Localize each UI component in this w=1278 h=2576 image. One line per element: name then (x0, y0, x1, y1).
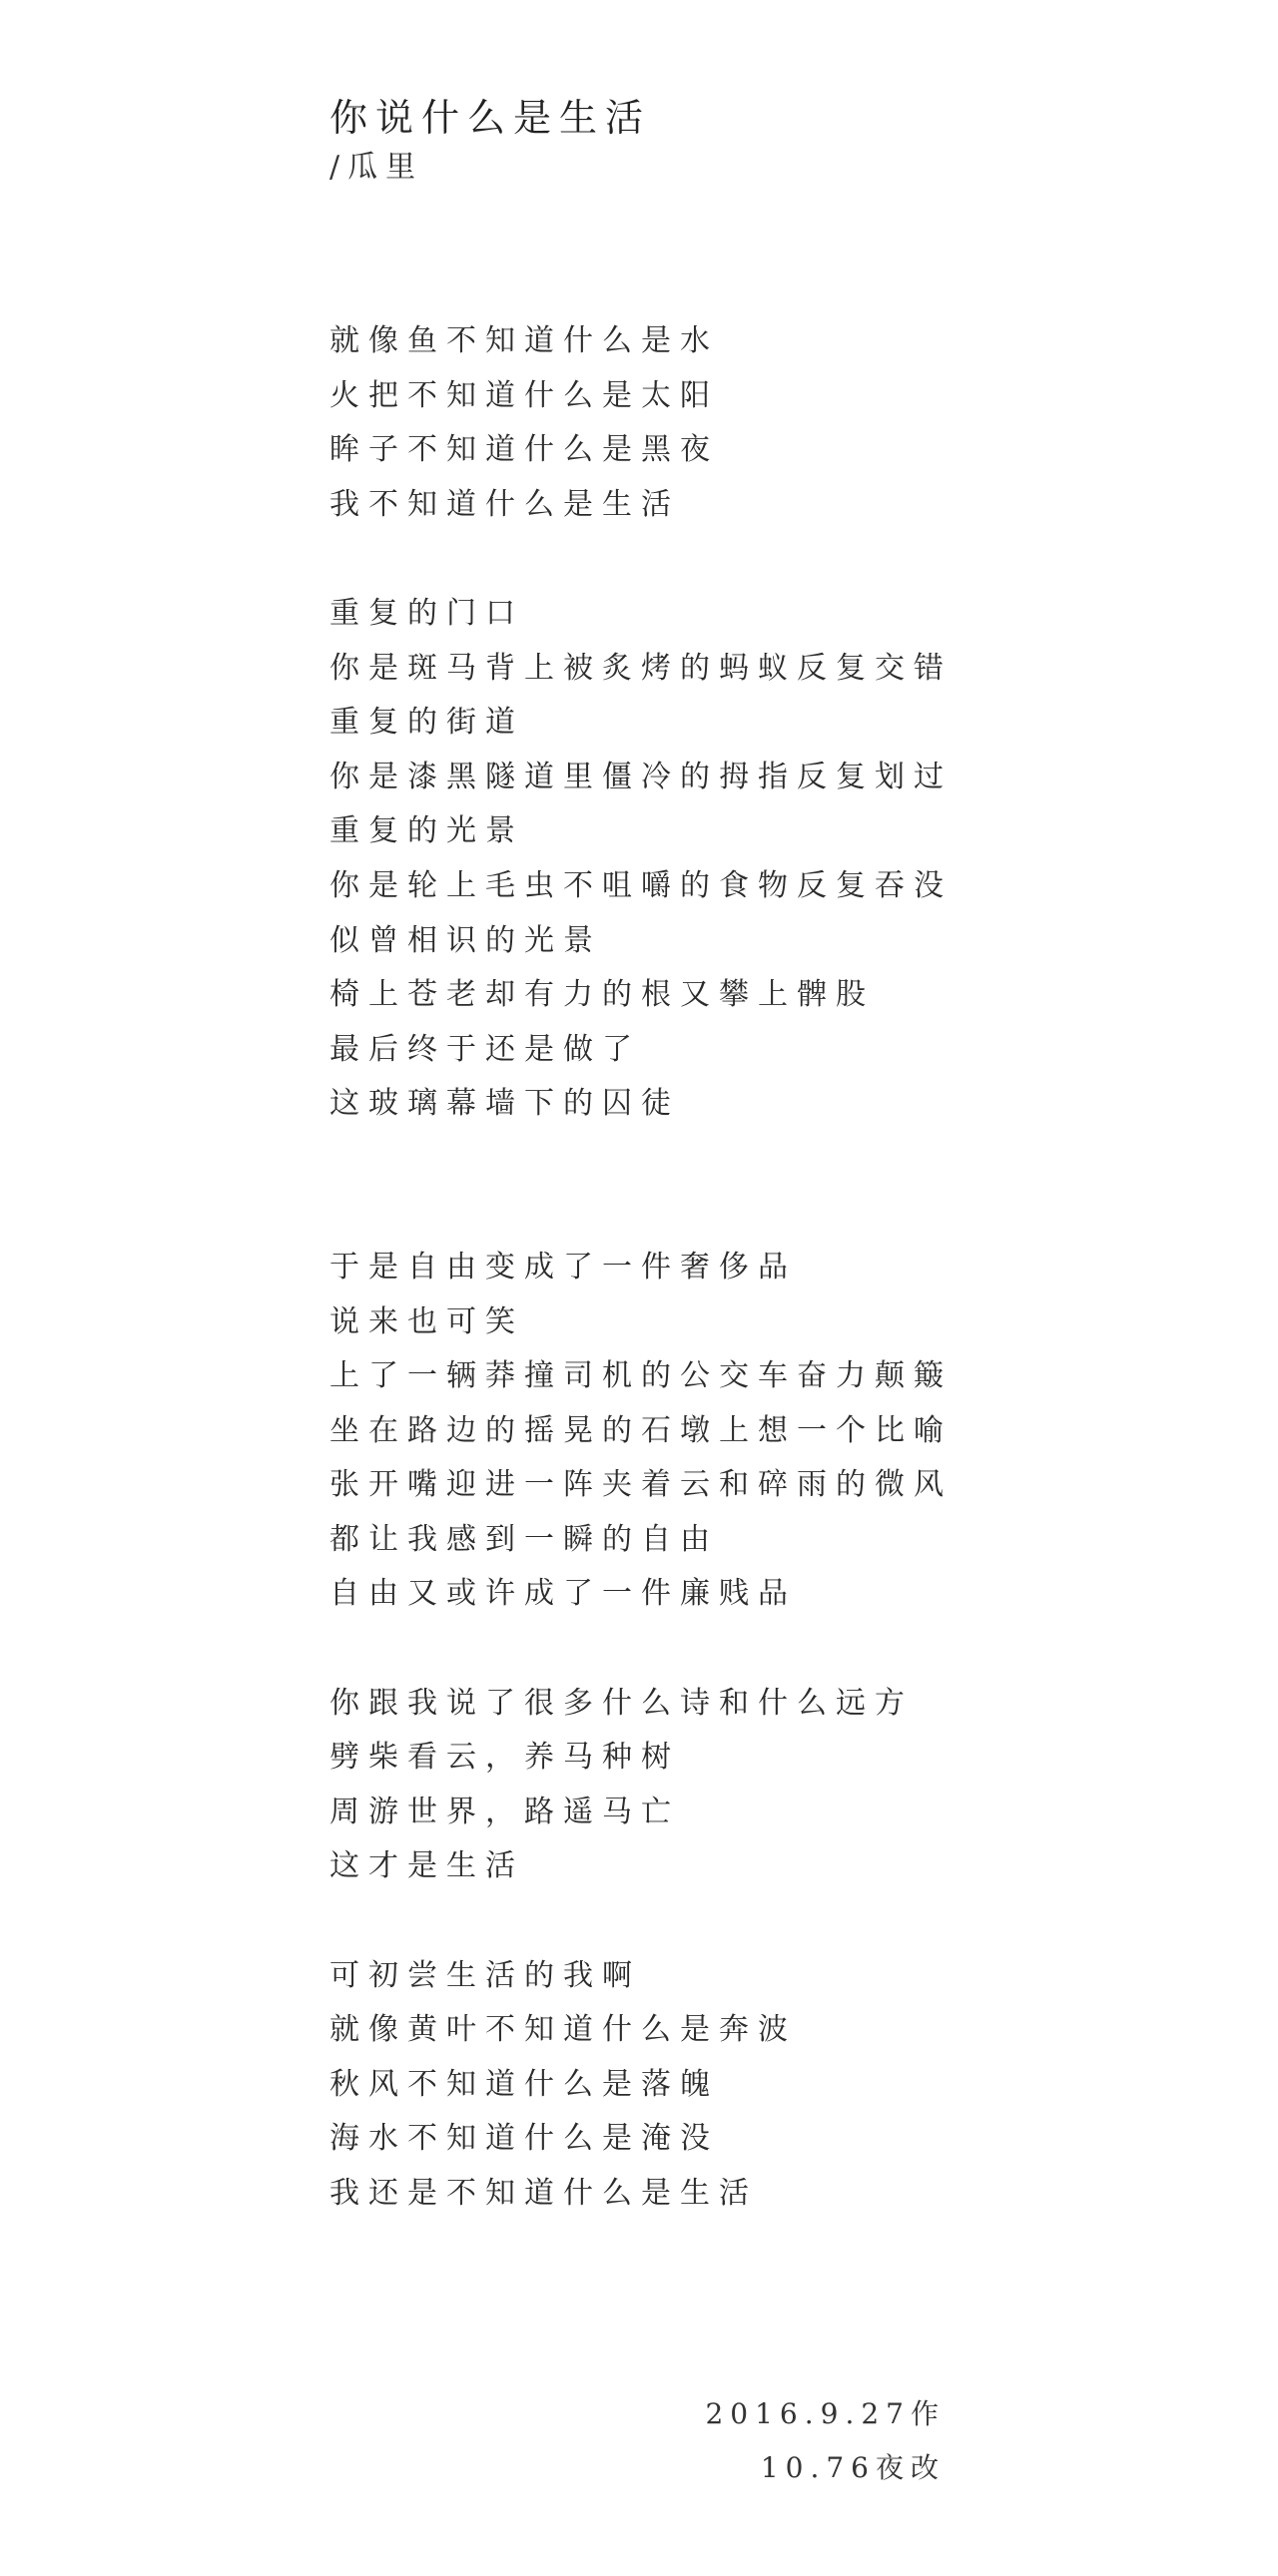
poem-line: 火把不知道什么是太阳 (329, 377, 719, 413)
poem-line: 坐在路边的摇晃的石墩上想一个比喻 (329, 1412, 953, 1448)
poem-line: 自由又或许成了一件廉贱品 (329, 1576, 797, 1612)
signature-date-written: 2016.9.27作 (705, 2397, 946, 2430)
poem-author: /瓜里 (329, 150, 424, 185)
stanza-2 (329, 587, 953, 1132)
stanza-spacer (329, 532, 949, 587)
poem-line: 最后终于还是做了 (329, 1031, 641, 1067)
poem-signature (705, 2387, 946, 2495)
stanza-spacer (329, 1132, 949, 1241)
poem-line: 周游世界，路遥马亡 (329, 1794, 680, 1829)
poem-line: 劈柴看云，养马种树 (329, 1740, 680, 1776)
stanza-1 (329, 314, 949, 532)
poem-body (329, 314, 953, 2222)
poem-line: 可初尝生活的我啊 (329, 1957, 641, 1993)
poem-line: 海水不知道什么是淹没 (329, 2121, 719, 2157)
poem-line: 上了一辆莽撞司机的公交车奋力颠簸 (329, 1358, 953, 1394)
poem-line: 这才是生活 (329, 1848, 524, 1884)
poem-line: 你跟我说了很多什么诗和什么远方 (329, 1685, 914, 1721)
poem-line: 重复的街道 (329, 705, 524, 741)
poem-page (329, 90, 953, 2211)
stanza-spacer (329, 1894, 949, 1949)
poem-line: 椅上苍老却有力的根又攀上髀股 (329, 977, 875, 1013)
poem-line: 你是轮上毛虫不咀嚼的食物反复吞没 (329, 867, 953, 903)
poem-line: 似曾相识的光景 (329, 922, 602, 958)
stanza-3 (329, 1241, 953, 1622)
poem-line: 你是斑马背上被炙烤的蚂蚁反复交错 (329, 650, 953, 686)
poem-line: 这玻璃幕墙下的囚徒 (329, 1086, 680, 1122)
signature-date-revised: 10.76夜改 (760, 2451, 946, 2484)
stanza-5 (329, 1949, 949, 2222)
poem-title: 你说什么是生活 (329, 96, 652, 140)
stanza-4 (329, 1677, 949, 1894)
poem-line: 就像鱼不知道什么是水 (329, 323, 719, 358)
poem-line: 于是自由变成了一件奢侈品 (329, 1249, 797, 1285)
poem-line: 我不知道什么是生活 (329, 486, 680, 522)
stanza-spacer (329, 1622, 949, 1677)
poem-line: 重复的门口 (329, 595, 524, 631)
poem-line: 你是漆黑隧道里僵冷的拇指反复划过 (329, 759, 953, 794)
poem-line: 重复的光景 (329, 813, 524, 849)
poem-line: 秋风不知道什么是落魄 (329, 2066, 719, 2102)
poem-line: 张开嘴迎进一阵夹着云和碎雨的微风 (329, 1467, 953, 1503)
poem-line: 我还是不知道什么是生活 (329, 2176, 758, 2211)
poem-line: 眸子不知道什么是黑夜 (329, 432, 719, 468)
poem-line: 就像黄叶不知道什么是奔波 (329, 2012, 797, 2048)
poem-line: 都让我感到一瞬的自由 (329, 1521, 719, 1557)
poem-line: 说来也可笑 (329, 1303, 524, 1339)
